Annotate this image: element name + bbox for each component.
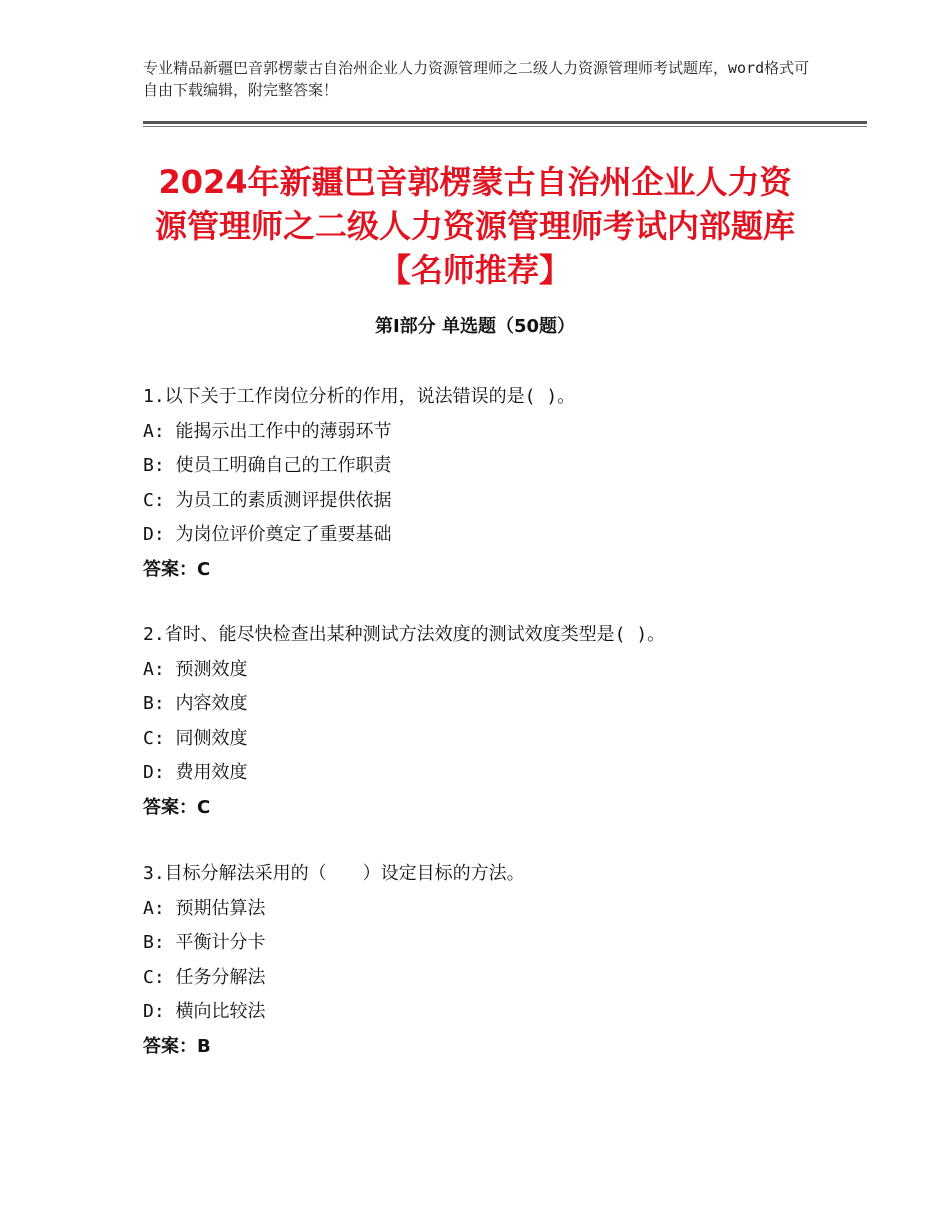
question-stem: 2.省时、能尽快检查出某种测试方法效度的测试效度类型是( )。 [143,624,666,645]
question-3 [143,857,863,1064]
option-c: C: 为员工的素质测评提供依据 [143,489,392,511]
document-title: 2024年新疆巴音郭楞蒙古自治州企业人力资源管理师之二级人力资源管理师考试内部题库【名师推荐】 [154,163,795,289]
question-2 [143,618,863,825]
section-heading: 第Ⅰ部分 单选题（50题） [374,316,575,337]
option-a: A: 预测效度 [143,658,248,680]
answer: 答案：C [143,796,211,818]
option-d: D: 横向比较法 [143,1001,266,1022]
answer: 答案：C [143,558,211,580]
option-a: A: 能揭示出工作中的薄弱环节 [143,420,392,442]
answer: 答案：B [143,1035,211,1057]
header-note: 专业精品新疆巴音郭楞蒙古自治州企业人力资源管理师之二级人力资源管理师考试题库，word格式可自由下载编辑，附完整答案！ [143,59,810,99]
question-stem: 3.目标分解法采用的（ ）设定目标的方法。 [143,863,525,884]
option-c: C: 任务分解法 [143,966,266,988]
header-rule-thin [143,126,867,127]
option-c: C: 同侧效度 [143,727,248,749]
header-rule-thick [143,121,867,124]
option-b: B: 内容效度 [143,693,248,714]
option-b: B: 使员工明确自己的工作职责 [143,455,392,476]
question-1 [143,380,863,587]
option-d: D: 为岗位评价奠定了重要基础 [143,524,392,545]
option-b: B: 平衡计分卡 [143,932,266,953]
option-a: A: 预期估算法 [143,897,266,919]
question-stem: 1.以下关于工作岗位分析的作用，说法错误的是( )。 [143,386,576,407]
option-d: D: 费用效度 [143,762,248,783]
